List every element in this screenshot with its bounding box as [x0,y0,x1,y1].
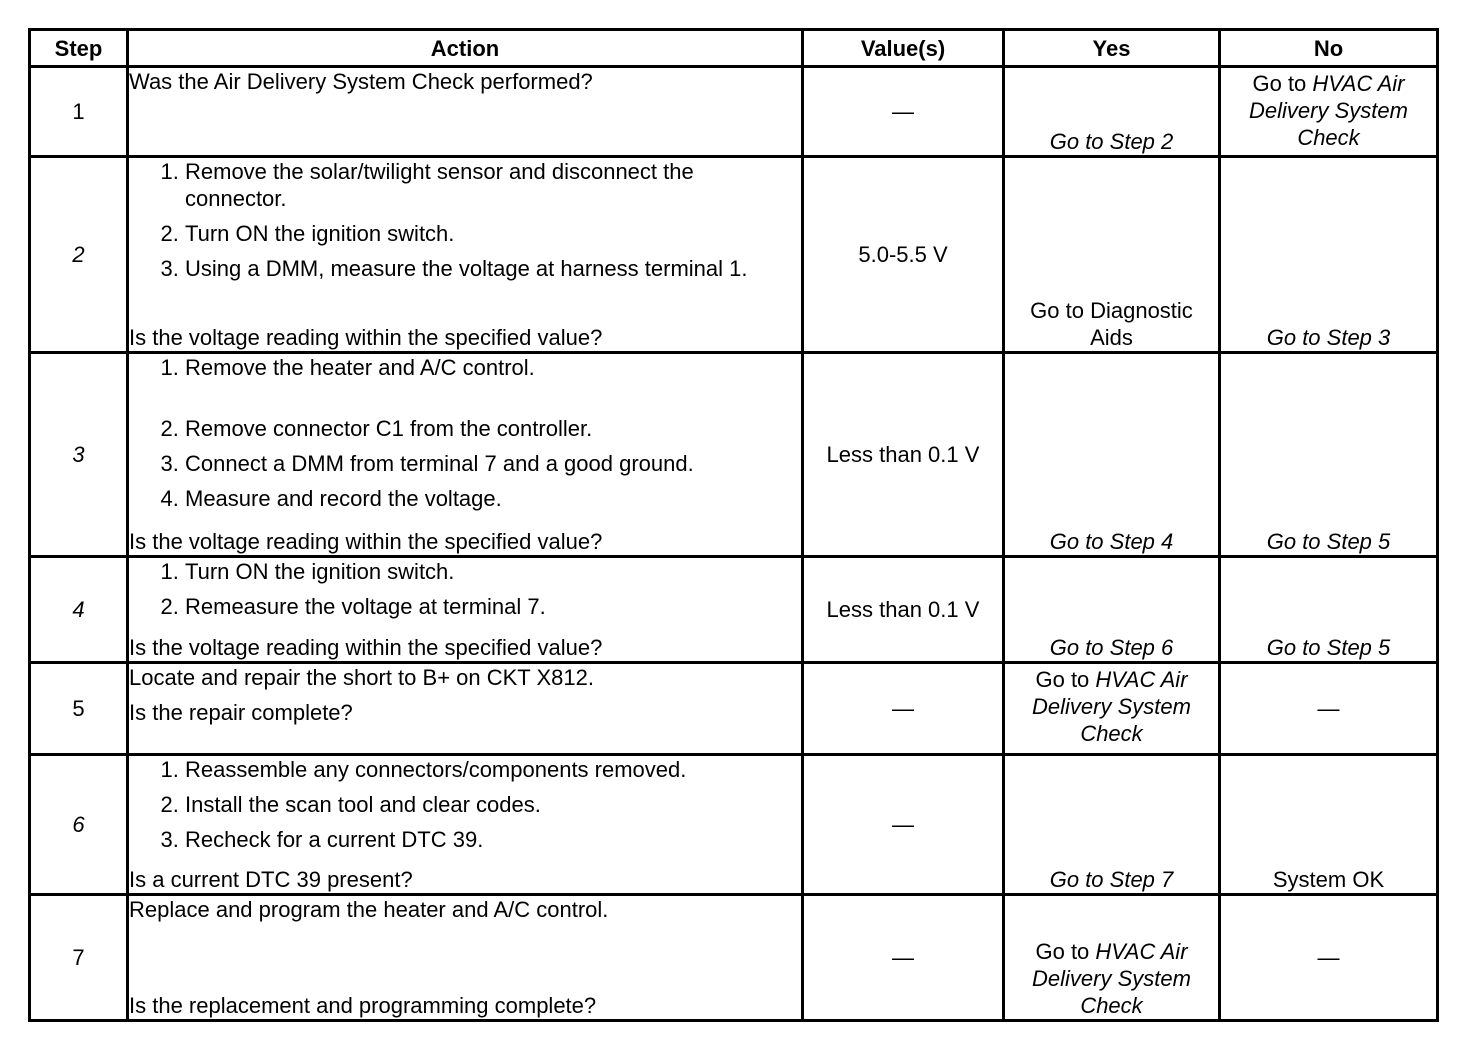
action-steps [129,158,801,290]
action-cell [128,755,803,895]
step-number: 6 [30,755,128,895]
action-step-item: 3. Using a DMM, measure the voltage at harness terminal 1. [185,255,801,282]
action-question: Is the voltage reading within the specified value? [129,529,603,554]
step-number: 7 [30,895,128,1021]
header-row [30,30,1438,67]
header-values: Value(s) [803,30,1004,67]
yes-prefix: Go to [1035,939,1090,964]
action-question: Is a current DTC 39 present? [129,867,413,892]
value-cell: Less than 0.1 V [803,557,1004,663]
diagnostic-table [28,28,1439,1022]
no-link[interactable]: HVAC Air Delivery System Check [1249,71,1408,150]
action-steps [129,354,801,520]
step-number: 5 [30,663,128,755]
value-cell: — [803,663,1004,755]
no-link[interactable]: Go to Step 5 [1266,635,1391,660]
no-cell [1220,157,1438,353]
no-link[interactable]: Go to Step 5 [1266,529,1391,554]
value-cell: Less than 0.1 V [803,353,1004,557]
yes-cell [1004,755,1220,895]
table-row [30,755,1438,895]
action-cell [128,557,803,663]
value-cell: — [803,755,1004,895]
no-link[interactable]: System OK [1272,867,1385,892]
table-row [30,557,1438,663]
yes-cell [1004,157,1220,353]
no-cell [1220,557,1438,663]
step-number: 2 [30,157,128,353]
yes-prefix: Go to [1035,667,1090,692]
action-cell [128,895,803,1021]
yes-link[interactable]: Go to Step 6 [1049,635,1174,660]
no-cell [1220,353,1438,557]
no-cell [1220,755,1438,895]
table-row [30,353,1438,557]
table-row [30,895,1438,1021]
action-step-item: 3. Connect a DMM from terminal 7 and a good ground. [185,450,801,477]
value-cell: 5.0-5.5 V [803,157,1004,353]
yes-link[interactable]: Go to Diagnostic Aids [1030,298,1193,350]
yes-cell [1004,663,1220,755]
action-question: Is the replacement and programming complete? [129,993,597,1018]
action-steps [129,756,801,861]
value-cell: — [803,895,1004,1021]
yes-link[interactable]: HVAC Air Delivery System Check [1032,939,1191,1018]
action-step-item: 2. Turn ON the ignition switch. [185,220,801,247]
action-step-item: 3. Recheck for a current DTC 39. [185,826,801,853]
value-cell: — [803,67,1004,157]
no-cell [1220,67,1438,157]
yes-cell [1004,895,1220,1021]
action-steps [129,558,801,628]
yes-link[interactable]: Go to Step 4 [1049,529,1174,554]
action-cell [128,663,803,755]
action-text: Locate and repair the short to B+ on CKT X812. [129,665,594,690]
header-yes: Yes [1004,30,1220,67]
action-step-item: 4. Measure and record the voltage. [185,485,801,512]
step-number: 1 [30,67,128,157]
header-action: Action [128,30,803,67]
table-row [30,67,1438,157]
action-step-item: 1. Reassemble any connectors/components removed. [185,756,801,783]
step-number: 4 [30,557,128,663]
yes-cell [1004,353,1220,557]
action-step-item: 1. Turn ON the ignition switch. [185,558,801,585]
header-step: Step [30,30,128,67]
no-prefix: Go to [1252,71,1307,96]
action-question: Is the repair complete? [129,700,353,725]
table-row [30,663,1438,755]
action-step-item: 2. Install the scan tool and clear codes. [185,791,801,818]
yes-link[interactable]: Go to Step 2 [1049,129,1174,154]
action-text: Replace and program the heater and A/C control. [129,897,609,922]
yes-link[interactable]: HVAC Air Delivery System Check [1032,667,1191,746]
header-no: No [1220,30,1438,67]
action-step-item: 2. Remeasure the voltage at terminal 7. [185,593,801,620]
action-cell [128,353,803,557]
action-step-item: 1. Remove the solar/twilight sensor and disconnect the connector. [185,158,801,212]
yes-cell [1004,557,1220,663]
yes-cell [1004,67,1220,157]
no-cell: — [1220,895,1438,1021]
step-number: 3 [30,353,128,557]
action-question: Is the voltage reading within the specified value? [129,325,603,350]
action-step-item: 2. Remove connector C1 from the controller. [185,415,801,442]
no-link[interactable]: Go to Step 3 [1266,325,1391,350]
yes-link[interactable]: Go to Step 7 [1049,867,1174,892]
no-cell: — [1220,663,1438,755]
action-cell [128,67,803,157]
action-step-item: 1. Remove the heater and A/C control. [185,354,801,381]
action-question: Was the Air Delivery System Check performed? [129,69,593,94]
table-row [30,157,1438,353]
action-question: Is the voltage reading within the specified value? [129,635,603,660]
action-cell [128,157,803,353]
